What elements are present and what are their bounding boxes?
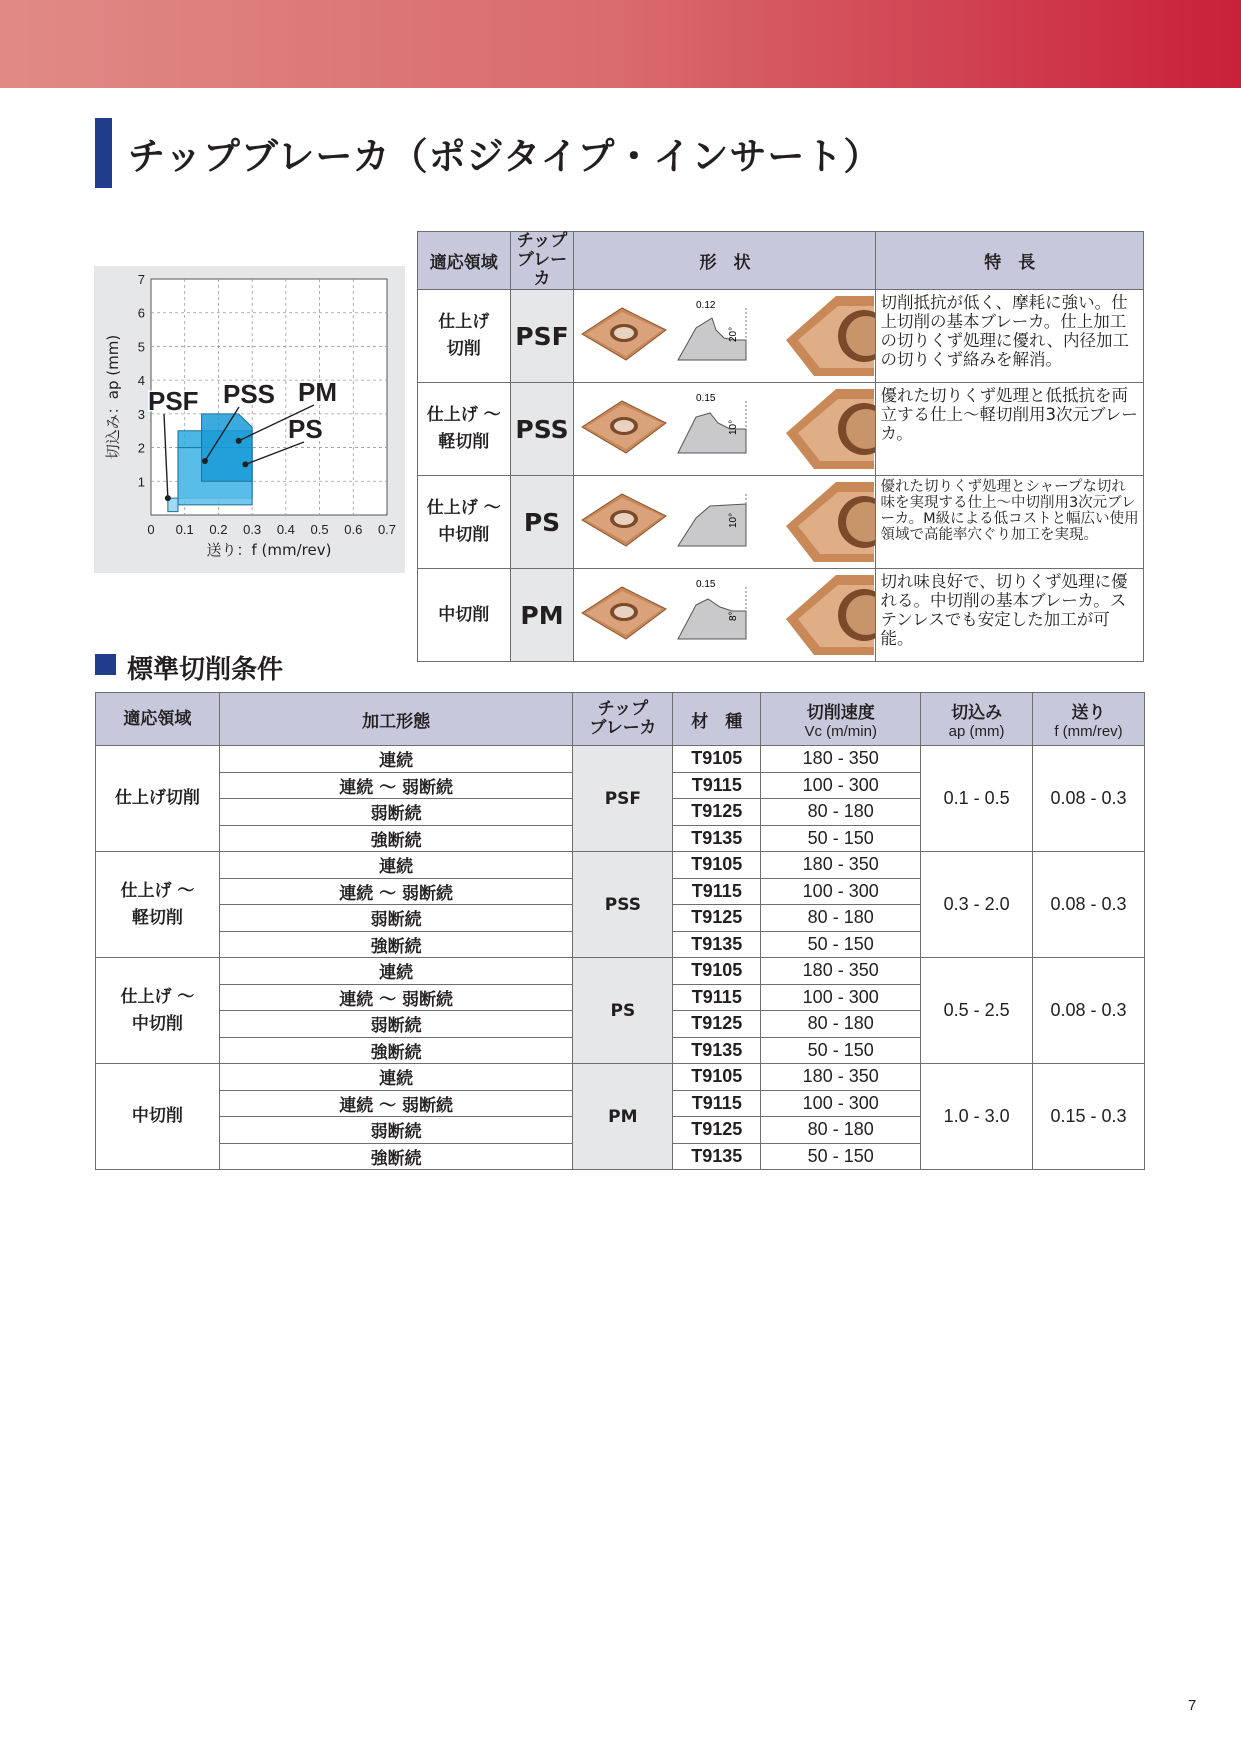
insert-illustration: [574, 569, 875, 657]
cond-speed: 50 - 150: [761, 931, 921, 958]
cond-grade: T9105: [673, 1064, 761, 1091]
cond-speed: 100 - 300: [761, 878, 921, 905]
cross-section-icon: [678, 494, 750, 546]
page-number: 7: [1188, 1697, 1197, 1714]
cond-f: 0.08 - 0.3: [1033, 746, 1145, 852]
shape-dimension: 0.12: [696, 300, 716, 311]
cond-f: 0.08 - 0.3: [1033, 852, 1145, 958]
breaker-code: PM: [510, 569, 574, 662]
insert-illustration: [574, 383, 875, 471]
cond-speed: 80 - 180: [761, 1117, 921, 1144]
cond-speed: 50 - 150: [761, 1143, 921, 1170]
table-row: [96, 958, 1145, 985]
y-tick-label: 2: [137, 440, 145, 456]
header-chip-line1: チップ: [516, 231, 568, 251]
shape-angle: 10°: [728, 512, 740, 528]
breaker-shape: [574, 569, 876, 662]
breaker-area-line1: 仕上げ ～: [426, 405, 501, 425]
cond-area: [96, 746, 220, 852]
header-chip-line2: ブレーカ: [516, 250, 568, 289]
cond-grade: T9135: [673, 1037, 761, 1064]
cond-speed: 80 - 180: [761, 1011, 921, 1038]
cond-speed: 100 - 300: [761, 1090, 921, 1117]
cond-header-ap-label: 切込み: [951, 703, 1003, 723]
breaker-shape: [574, 476, 876, 569]
y-tick-label: 7: [137, 272, 145, 287]
shape-angle: 8°: [728, 611, 740, 621]
cond-type: 連続 ～ 弱断続: [219, 878, 573, 905]
application-range-chart: [94, 266, 405, 573]
anchor-dot-ps: [242, 461, 248, 467]
breaker-feature: 切れ味良好で、切りくず処理に優れる。中切削の基本ブレーカ。ステンレスでも安定した加工が可能。: [876, 569, 1144, 662]
cond-type: 強断続: [219, 1037, 573, 1064]
y-tick-label: 3: [137, 406, 145, 422]
cond-header-chip-line2: ブレーカ: [589, 718, 657, 738]
cond-header-speed-unit: Vc (m/min): [804, 723, 877, 740]
x-tick-label: 0.7: [377, 522, 397, 537]
cond-speed: 100 - 300: [761, 772, 921, 799]
cond-area: [96, 1064, 220, 1170]
header-chip-breaker: [510, 232, 574, 290]
y-tick-label: 6: [137, 305, 145, 321]
breaker-area: [418, 290, 511, 383]
cond-grade: T9105: [673, 958, 761, 985]
cond-header-type: 加工形態: [219, 693, 573, 746]
breaker-shape: [574, 290, 876, 383]
cond-grade: T9135: [673, 931, 761, 958]
shape-angle: 20°: [728, 326, 740, 342]
table-row: [96, 746, 1145, 773]
cond-chip-breaker: PM: [573, 1064, 673, 1170]
cond-speed: 50 - 150: [761, 825, 921, 852]
breaker-area-line2: 切削: [446, 339, 481, 359]
cond-speed: 80 - 180: [761, 905, 921, 932]
breaker-row: [418, 290, 1144, 383]
cond-type: 連続: [219, 1064, 573, 1091]
cond-speed: 180 - 350: [761, 958, 921, 985]
cond-speed: 80 - 180: [761, 799, 921, 826]
cond-header-f-label: 送り: [1071, 703, 1106, 723]
cond-area-line1: 仕上げ切削: [114, 788, 200, 808]
breaker-row: [418, 476, 1144, 569]
shape-angle: 10°: [728, 419, 740, 435]
header-area: 適応領域: [418, 232, 511, 290]
cond-header-chip: [573, 693, 673, 746]
cond-speed: 180 - 350: [761, 746, 921, 773]
cond-header-ap: [921, 693, 1033, 746]
anchor-dot-pss: [202, 458, 208, 464]
cond-grade: T9125: [673, 1117, 761, 1144]
cond-area-line1: 仕上げ ～: [120, 880, 195, 901]
cond-type: 強断続: [219, 825, 573, 852]
breaker-area-line1: 仕上げ ～: [426, 498, 501, 518]
cond-grade: T9125: [673, 799, 761, 826]
cond-grade: T9125: [673, 905, 761, 932]
cond-grade: T9115: [673, 772, 761, 799]
cond-chip-breaker: PSF: [573, 746, 673, 852]
cond-ap: 1.0 - 3.0: [921, 1064, 1033, 1170]
cond-grade: T9115: [673, 878, 761, 905]
insert-closeup-icon: [784, 571, 875, 655]
insert-top-icon: [582, 401, 666, 453]
cond-type: 強断続: [219, 1143, 573, 1170]
breaker-feature: 切削抵抗が低く、摩耗に強い。仕上切削の基本ブレーカ。仕上加工の切りくず処理に優れ、内径加工の切りくず絡みを解消。: [876, 290, 1144, 383]
cond-area-line2: 中切削: [131, 1013, 183, 1034]
shape-dimension: 0.15: [696, 393, 716, 404]
x-tick-label: 0.2: [209, 522, 228, 537]
cond-type: 連続: [219, 852, 573, 879]
cond-f: 0.15 - 0.3: [1033, 1064, 1145, 1170]
cond-area-line1: 仕上げ ～: [120, 986, 195, 1007]
cond-f: 0.08 - 0.3: [1033, 958, 1145, 1064]
cond-grade: T9125: [673, 1011, 761, 1038]
insert-top-icon: [582, 308, 666, 360]
cond-type: 連続: [219, 746, 573, 773]
section-title: 標準切削条件: [127, 655, 284, 685]
cond-area-line1: 中切削: [131, 1106, 183, 1126]
cond-header-f-unit: f (mm/rev): [1054, 723, 1123, 740]
breaker-area: [418, 476, 511, 569]
breaker-code: PS: [510, 476, 574, 569]
cond-type: 弱断続: [219, 799, 573, 826]
cond-type: 連続: [219, 958, 573, 985]
series-label-pss: PSS: [223, 379, 276, 409]
cond-header-area: 適応領域: [96, 693, 220, 746]
y-tick-label: 4: [137, 373, 145, 389]
cond-chip-breaker: PSS: [573, 852, 673, 958]
x-tick-label: 0.1: [175, 522, 194, 537]
cond-header-speed: [761, 693, 921, 746]
cond-ap: 0.5 - 2.5: [921, 958, 1033, 1064]
cond-grade: T9135: [673, 1143, 761, 1170]
breaker-area: [418, 383, 511, 476]
anchor-dot-psf: [165, 495, 171, 501]
cond-type: 連続 ～ 弱断続: [219, 984, 573, 1011]
x-tick-label: 0: [147, 522, 155, 537]
table-row: [96, 1064, 1145, 1091]
chip-breaker-table: [417, 231, 1144, 662]
breaker-area-line2: 軽切削: [438, 432, 490, 452]
shape-dimension: 0.15: [696, 579, 716, 590]
series-label-psf: PSF: [148, 386, 199, 416]
cond-grade: T9135: [673, 825, 761, 852]
cond-type: 弱断続: [219, 1117, 573, 1144]
cond-type: 強断続: [219, 931, 573, 958]
cond-area: [96, 958, 220, 1064]
cond-chip-breaker: PS: [573, 958, 673, 1064]
cond-type: 弱断続: [219, 1011, 573, 1038]
cross-section-icon: [678, 401, 750, 453]
cond-type: 連続 ～ 弱断続: [219, 772, 573, 799]
cond-grade: T9115: [673, 984, 761, 1011]
x-tick-label: 0.4: [276, 522, 295, 537]
series-area-pm: [202, 414, 253, 481]
cond-grade: T9105: [673, 852, 761, 879]
table-row: [96, 852, 1145, 879]
insert-closeup-icon: [784, 385, 875, 469]
page-title: チップブレーカ（ポジタイプ・インサート）: [128, 135, 882, 178]
cond-speed: 50 - 150: [761, 1037, 921, 1064]
title-accent-bar: [95, 118, 112, 188]
series-label-pm: PM: [298, 377, 337, 407]
cond-grade: T9115: [673, 1090, 761, 1117]
insert-top-icon: [582, 587, 666, 639]
cond-speed: 100 - 300: [761, 984, 921, 1011]
cond-type: 連続 ～ 弱断続: [219, 1090, 573, 1117]
y-tick-label: 5: [137, 339, 145, 355]
anchor-dot-pm: [236, 438, 242, 444]
y-tick-label: 1: [137, 474, 145, 490]
header-shape: 形 状: [574, 232, 876, 290]
series-label-ps: PS: [288, 414, 323, 444]
header-feature: 特 長: [876, 232, 1144, 290]
breaker-code: PSF: [510, 290, 574, 383]
cond-header-grade: 材 種: [673, 693, 761, 746]
x-tick-label: 0.5: [310, 522, 329, 537]
breaker-area-line1: 仕上げ: [438, 312, 490, 332]
breaker-area-line1: 中切削: [438, 604, 490, 625]
header-band: [0, 0, 1241, 88]
cross-section-icon: [678, 308, 750, 360]
x-axis-label: 送り：f (mm/rev): [206, 541, 332, 559]
x-tick-label: 0.3: [243, 522, 262, 537]
breaker-feature: 優れた切りくず処理とシャープな切れ味を実現する仕上～中切削用3次元ブレーカ。M級による低コストと幅広い使用領域で高能率穴ぐり加工を実現。: [876, 476, 1144, 569]
cond-header-ap-unit: ap (mm): [948, 723, 1005, 740]
breaker-feature: 優れた切りくず処理と低抵抗を両立する仕上～軽切削用3次元ブレーカ。: [876, 383, 1144, 476]
cross-section-icon: [678, 587, 750, 639]
cond-header-speed-label: 切削速度: [806, 703, 875, 723]
cond-area-line2: 軽切削: [131, 907, 183, 928]
breaker-row: [418, 383, 1144, 476]
cond-area: [96, 852, 220, 958]
insert-illustration: [574, 290, 875, 378]
insert-illustration: [574, 476, 875, 564]
cond-grade: T9105: [673, 746, 761, 773]
section-marker: [95, 654, 116, 675]
breaker-area: [418, 569, 511, 662]
cond-speed: 180 - 350: [761, 1064, 921, 1091]
breaker-area-line2: 中切削: [438, 525, 490, 545]
cond-speed: 180 - 350: [761, 852, 921, 879]
cond-header-chip-line1: チップ: [597, 699, 649, 719]
cond-type: 弱断続: [219, 905, 573, 932]
cond-ap: 0.1 - 0.5: [921, 746, 1033, 852]
insert-top-icon: [582, 494, 666, 546]
breaker-shape: [574, 383, 876, 476]
breaker-row: [418, 569, 1144, 662]
breaker-code: PSS: [510, 383, 574, 476]
y-axis-label: 切込み：ap (mm): [104, 334, 122, 460]
insert-closeup-icon: [784, 292, 875, 376]
cond-ap: 0.3 - 2.0: [921, 852, 1033, 958]
chart-svg: [94, 266, 405, 573]
cutting-conditions-table: [95, 692, 1145, 1170]
cond-header-f: [1033, 693, 1145, 746]
insert-closeup-icon: [784, 478, 875, 562]
x-tick-label: 0.6: [344, 522, 363, 537]
